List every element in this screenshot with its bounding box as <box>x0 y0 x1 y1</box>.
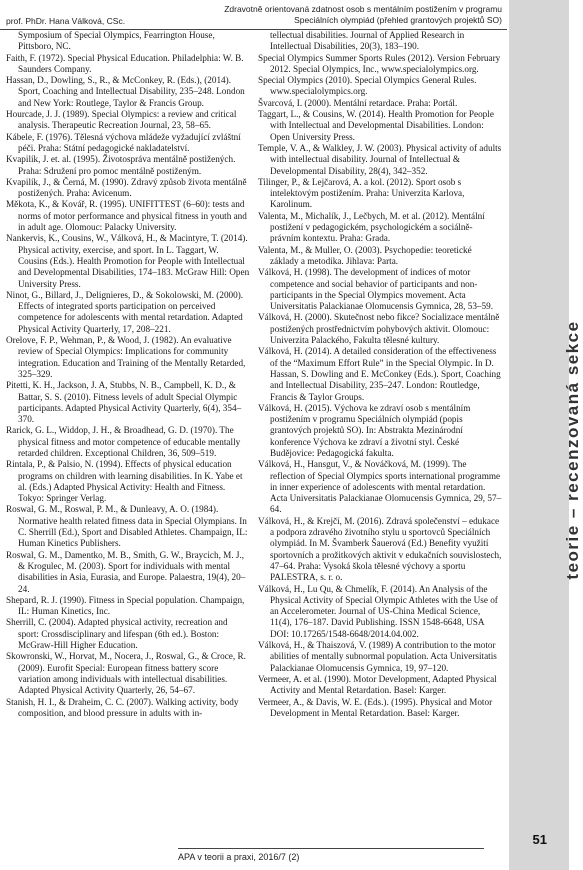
reference-item: Faith, F. (1972). Special Physical Education. Philadelphia: W. B. Saunders Company. <box>6 52 244 74</box>
page-number: 51 <box>532 832 547 847</box>
reference-item: Valenta, M., & Muller, O. (2003). Psychopedie: teoretické základy a metodika. Jihlava: Parta. <box>258 244 472 266</box>
reference-item: Válková, H. (2000). Skutečnost nebo fikce? Socializace mentálně postižených prostřednictvím pohybových aktivit. Olomouc: Univerzita Palackého, Fakulta tělesné kultury. <box>258 312 500 346</box>
reference-item: Roswal, G. M., Roswal, P. M., & Dunleavy, A. O. (1984). Normative health related fitness data in Special Olympians. In C. Sherrill (Ed.), Sport and Disabled Athletes. Champaign, IL: Human Kinetics Publishers. <box>6 504 248 549</box>
reference-item: Válková, H. (2014). A detailed consideration of the effectiveness of the “Maximum Effort Rule” in the Special Olympic. In D. Hassan, S. Dowling and E. McConkey (Eds.). Sport, Coaching and Intellectual Disability, 235–247. London: Routledge, Francis & Taylor Groups. <box>258 346 501 402</box>
header-author: prof. PhDr. Hana Válková, CSc. <box>6 16 126 26</box>
reference-item: Kábele, F. (1976). Tělesná výchova mládeže vyžadující zvláštní péči. Praha: Státní pedagogické nakladatelství. <box>6 131 241 153</box>
reference-item: Special Olympics (2010). Special Olympics General Rules. www.specialolympics.org. <box>258 75 477 97</box>
reference-item: Ninot, G., Billard, J., Delignieres, D., & Sokolowski, M. (2000). Effects of integrated sports participation on perceived competence for adolescents with mental retardation. Adapted Physical Activity Quarterly, 17, 208–221. <box>6 289 244 334</box>
footer-divider <box>178 848 484 849</box>
reference-item: Válková, H., & Krejčí, M. (2016). Zdravá společenství – edukace a podpora zdravého životního stylu u sportovců Speciálních olympiád. In M. Švamberk Šauerová (Ed.) Benefity využití sportovních a prožitkových aktivit v edukačních souvislostech, 47–64. Praha: Vysoká škola tělesné výchovy a sportu PALESTRA, s. r. o. <box>258 515 502 583</box>
reference-item: Nankervis, K., Cousins, W., Válková, H., & Macintyre, T. (2014). Physical activity, exercise, and sport. In L. Taggart, W. Cousins (Eds.). Health Promotion for People with Intellectual and Developmental Disabilities, 174–183. McGraw Hill: Open University Press. <box>6 233 250 289</box>
reference-item: Válková, H., Hansgut, V., & Nováčková, M. (1999). The reflection of Special Olympics sports international programme in inner experience of adolescents with mental retardation. Acta Universitatis Palackianae Olomucensis Gymnica, 29, 57–64. <box>258 459 502 515</box>
reference-item: Hourcade, J. J. (1989). Special Olympics: a review and critical analysis. Therapeutic Recreation Journal, 23, 58–65. <box>6 109 237 131</box>
reference-item: Pitetti, K. H., Jackson, J. A, Stubbs, N. B., Campbell, K. D., & Battar, S. S. (2010). Fitness levels of adult Special Olympic participants. Adapted Physical Activity Quarterly, 6(4), 354–370. <box>6 380 242 425</box>
references-left-column <box>6 30 250 719</box>
reference-item: Roswal, G. M., Damentko, M. B., Smith, G. W., Braycich, M. J., & Krogulec, M. (2003). Sport for individuals with mental disabilities in Asia, Eurasia, and Europe. Palaestra, 19(4), 20–24. <box>6 549 246 594</box>
reference-item: Vermeer, A. et al. (1990). Motor Development, Adapted Physical Activity and Mental Retardation. Basel: Karger. <box>258 673 497 696</box>
reference-item: Vermeer, A., & Davis, W. E. (Eds.). (1995). Physical and Motor Development in Mental Retardation. Basel: Karger. <box>258 696 493 718</box>
header-title-line1: Zdravotně orientovaná zdatnost osob s mentálním postižením v programu <box>224 4 502 14</box>
reference-item: Taggart, L., & Cousins, W. (2014). Health Promotion for People with Intellectual and Developmental Disabilities. London: Open University Press. <box>258 109 494 142</box>
section-sidebar <box>509 0 582 870</box>
header-title-line2: Speciálních olympiád (přehled grantových projektů SO) <box>294 15 502 25</box>
reference-item: Shepard, R. J. (1990). Fitness in Special population. Champaign, IL: Human Kinetics, Inc. <box>6 594 245 617</box>
reference-item: Stanish, H. I., & Draheim, C. C. (2007). Walking activity, body composition, and blood pressure in adults with in- <box>6 696 239 718</box>
reference-item: Skowronski, W., Horvat, M., Nocera, J., Roswal, G., & Croce, R. (2009). Eurofit Special: European fitness battery score variation among individuals with intellectual disabilities. Adapted Physical Activity Quarterly, 26, 54–67. <box>6 651 246 696</box>
reference-item: Válková, H., & Thaiszová, V. (1989) A contribution to the motor abilities of mentally subnormal population. Acta Universitatis Palackianae Olomucensis Gymnica, 19, 97–120. <box>258 640 497 673</box>
reference-item: Válková, H. (1998). The development of indices of motor competence and social behavior of participants and non-participants in the Special Olympics movement. Acta Universitatis Palackianae Olomucensis Gymnica, 28, 53–59. <box>258 267 494 312</box>
header-title <box>224 4 502 26</box>
reference-item: Válková, H. (2015). Výchova ke zdraví osob s mentálním postižením v programu Speciálních olympiád (popis grantových projektů SO). In: Abstrakta Mezinárodní konference Výchova ke zdraví a životní styl. České Budějovice: Pedagogická fakulta. <box>258 402 471 458</box>
reference-item: Hassan, D., Dowling, S., R., & McConkey, R. (Eds.), (2014). Sport, Coaching and Intellectual Disability, 235–248. London and New York: Routlege, Taylor & Francis Group. <box>6 75 245 108</box>
sidebar-section-label: teorie – recenzovaná sekce <box>563 320 582 580</box>
reference-item: Kvapilík, J., & Černá, M. (1990). Zdravý způsob života mentálně postižených. Praha: Avicenum. <box>6 176 247 199</box>
reference-item: Švarcová, I. (2000). Mentální retardace. Praha: Portál. <box>258 97 458 108</box>
reference-item: Sherrill, C. (2004). Adapted physical activity, recreation and sport: Crossdisciplinary and lifespan (6th ed.). Boston: McGraw-Hill Higher Education. <box>6 617 228 651</box>
reference-item: Rintala, P., & Palsio, N. (1994). Effects of physical education programs on children with learning disabilities. In K. Yabe et al. (Eds.) Adapted Physical Activity: Health and Fitness. Tokyo: Springer Verlag. <box>6 459 243 504</box>
reference-item: Temple, V. A., & Walkley, J. W. (2003). Physical activity of adults with intellectual disability. Journal of Intellectual & Developmental Disability, 28(4), 342–352. <box>258 142 502 176</box>
reference-item: Rarick, G. L., Widdop, J. H., & Broadhead, G. D. (1970). The physical fitness and motor competence of educable mentally retarded children. Exceptional Children, 36, 509–519. <box>6 425 241 458</box>
reference-item: Tilinger, P., & Lejčarová, A. a kol. (2012). Sport osob s intelektovým postižením. Praha: Univerzita Karlova, Karolinum. <box>258 176 465 210</box>
reference-item: Měkota, K., & Kovář, R. (1995). UNIFITTEST (6–60): tests and norms of motor performance and physical fitness in youth and in adult age. Olomouc: Palacky University. <box>6 199 247 233</box>
reference-item: Orelove, F. P., Wehman, P., & Wood, J. (1982). An evaluative review of Special Olympics: Implications for community integration. Education and Training of the Mentally Retarded, 325–329. <box>6 335 246 379</box>
reference-item: Kvapilík, J. et. al. (1995). Životospráva mentálně postižených. Praha: Sdružení pro pomoc mentálně postiženým. <box>6 154 236 176</box>
reference-item: Valenta, M., Michalík, J., Lečbych, M. et al. (2012). Mentální postižení v pedagogickém, psychologickém a sociálně-právním kontextu. Praha: Grada. <box>258 210 485 244</box>
reference-item: Special Olympics Summer Sports Rules (2012). Version February 2012. Special Olympics, Inc., www.specialolympics.org. <box>258 52 501 74</box>
reference-item: tellectual disabilities. Journal of Applied Research in Intellectual Disabilities, 20(3), 183–190. <box>270 30 465 52</box>
footer-journal: APA v teorii a praxi, 2016/7 (2) <box>178 852 300 862</box>
reference-item: Symposium of Special Olympics, Fearrington House, Pittsboro, NC. <box>18 30 215 52</box>
reference-item: Válková, H., Lu Qu, & Chmelík, F. (2014). An Analysis of the Physical Activity of Special Olympic Athletes with the Use of an Accelerometer. Journal of US-China Medical Science, 11(4), 176–187. David Publishing. ISSN 1548-6648, USA DOI: 10.17265/1548-6648/2014.04.002. <box>258 583 498 639</box>
references-right-column <box>258 30 502 719</box>
